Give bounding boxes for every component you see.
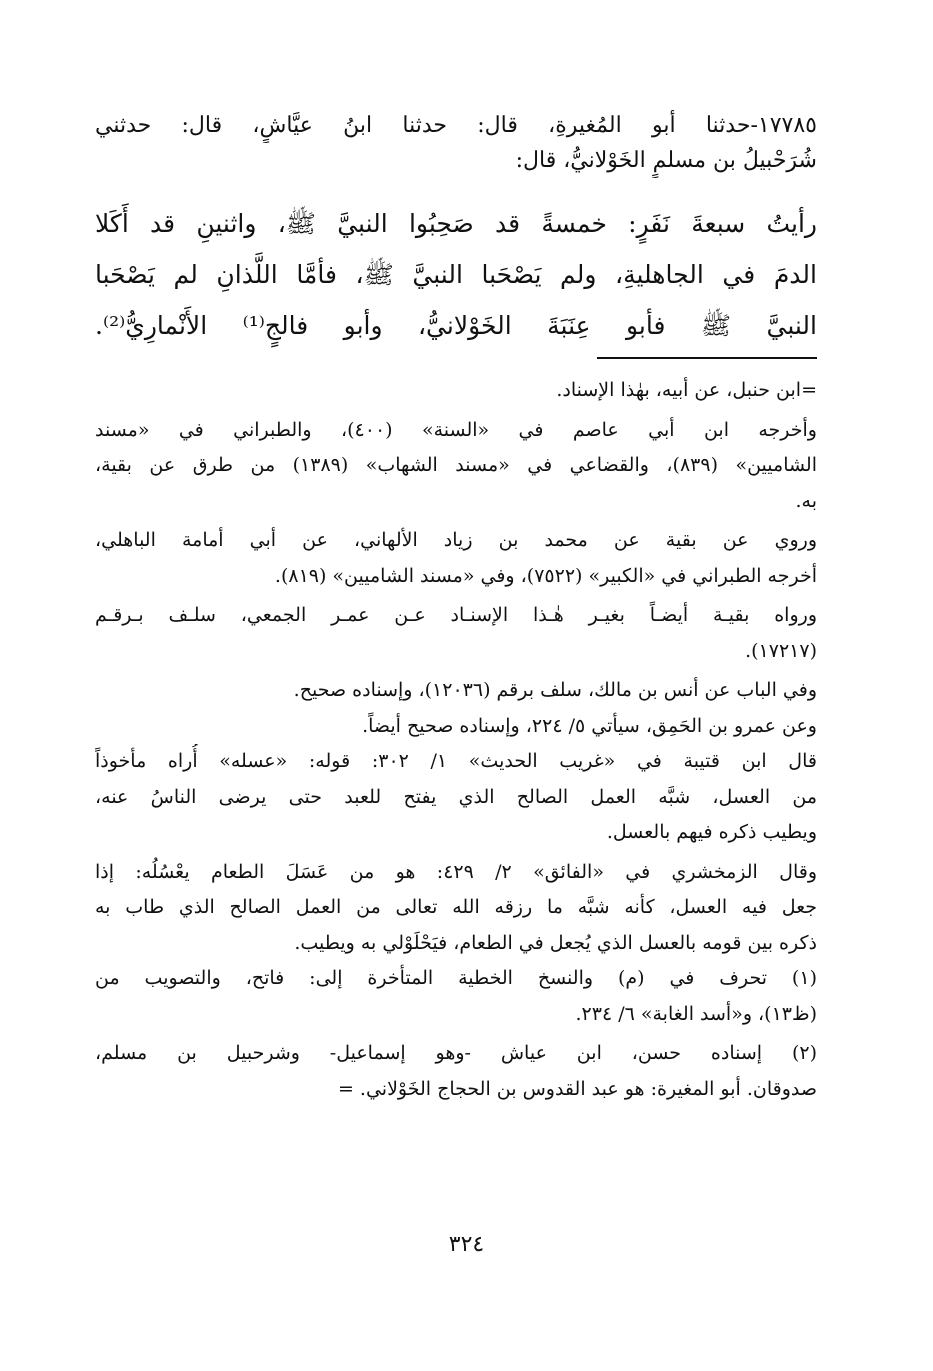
footnote-line: من العسل، شبَّه العمل الصالح الذي يفتح للعبد حتى يرضى الناسُ عنه، (95, 785, 817, 808)
matn-line: الدمَ في الجاهليةِ، ولم يَصْحَبا النبيَّ ﷺ، فأمَّا اللَّذانِ لم يَصْحَبا (95, 260, 817, 289)
footnote-paragraph (95, 855, 817, 962)
footnote-line: جعل فيه العسل، كأنه شبَّه ما رزقه الله تعالى من العمل الصالح الذي طاب به (95, 896, 817, 918)
footnote-paragraph (95, 413, 817, 520)
footnote-line: ويطيب ذكره فيهم بالعسل. (606, 821, 817, 843)
footnote-line: (ظ١٣)، و«أسد الغابة» ٦/ ٢٣٤. (575, 1002, 817, 1025)
footnote-line: وفي الباب عن أنس بن مالك، سلف برقم (١٢٠٣٦)، وإسناده صحيح. (293, 679, 817, 701)
footnote-line: وأخرجه ابن أبي عاصم في «السنة» (٤٠٠)، والطبراني في «مسند (95, 418, 817, 441)
footnote-line: وعن عمرو بن الحَمِق، سيأتي ٥/ ٢٢٤، وإسناده صحيح أيضاً. (362, 714, 817, 737)
isnad-line: شُرَحْبيلُ بن مسلمٍ الخَوْلانيُّ، قال: (515, 148, 817, 173)
footnote-line: =ابن حنبل، عن أبيه، بهٰذا الإسناد. (556, 379, 817, 401)
hadith-isnad (95, 108, 817, 178)
footnote-line: وروي عن بقية عن محمد بن زياد الألهاني، عن أبي أمامة الباهلي، (95, 529, 817, 551)
footnote-separator (597, 357, 817, 359)
footnote-paragraph (95, 961, 817, 1032)
page-body (95, 108, 817, 1107)
footnote-line: ذكره بين قومه بالعسل الذي يُجعل في الطعام، فيَحْلَوْلي به ويطيب. (294, 931, 817, 954)
footnote-line: الشاميين» (٨٣٩)، والقضاعي في «مسند الشهاب» (١٣٨٩) من طرق عن بقية، (95, 454, 817, 476)
footnote-line: وقال الزمخشري في «الفائق» ٢/ ٤٢٩: هو من عَسَلَ الطعام يعْسُلُه: إذا (95, 860, 817, 883)
footnote-line: (٢) إسناده حسن، ابن عياش -وهو إسماعيل- وشرحبيل بن مسلم، (95, 1042, 817, 1064)
footnotes (95, 373, 817, 1107)
footnote-paragraph (95, 373, 817, 409)
footnote-line: (١) تحرف في (م) والنسخ الخطية المتأخرة إلى: فاتح، والتصويب من (95, 967, 817, 989)
footnote-paragraph (95, 673, 817, 744)
footnote-line: صدوقان. أبو المغيرة: هو عبد القدوس بن الحجاج الخَوْلاني. = (337, 1077, 817, 1100)
matn-line: النبيَّ ﷺ فأبو عِنَبَةَ الخَوْلانيُّ، وأبو فالجٍ⁽¹⁾ الأَنْمارِيُّ⁽²⁾. (95, 311, 817, 340)
footnote-line: قال ابن قتيبة في «غريب الحديث» ١/ ٣٠٢: قوله: «عسله» أُراه مأخوذاً (95, 750, 817, 772)
page-number: ٣٢٤ (448, 1232, 485, 1257)
isnad-line: ١٧٧٨٥-حدثنا أبو المُغيرةِ، قال: حدثنا ابنُ عيَّاشٍ، قال: حدثني (95, 113, 817, 138)
footnote-line: (١٧٢١٧). (745, 639, 817, 662)
footnote-line: ورواه بقيـة أيضـاً بغيـر هٰـذا الإسنـاد عـن عمـر الجمعي، سلـف بـرقـم (95, 604, 817, 626)
footnote-paragraph (95, 523, 817, 594)
footnote-paragraph (95, 598, 817, 669)
footnote-paragraph (95, 744, 817, 851)
footnote-line: به. (795, 489, 817, 512)
matn-line: رأيتُ سبعةَ نَفَرٍ: خمسةً قد صَحِبُوا النبيَّ ﷺ، واثنينِ قد أَكَلا (95, 209, 817, 238)
footnote-paragraph (95, 1036, 817, 1107)
footnote-line: أخرجه الطبراني في «الكبير» (٧٥٢٢)، وفي «مسند الشاميين» (٨١٩). (274, 564, 817, 587)
hadith-matn (95, 198, 817, 351)
